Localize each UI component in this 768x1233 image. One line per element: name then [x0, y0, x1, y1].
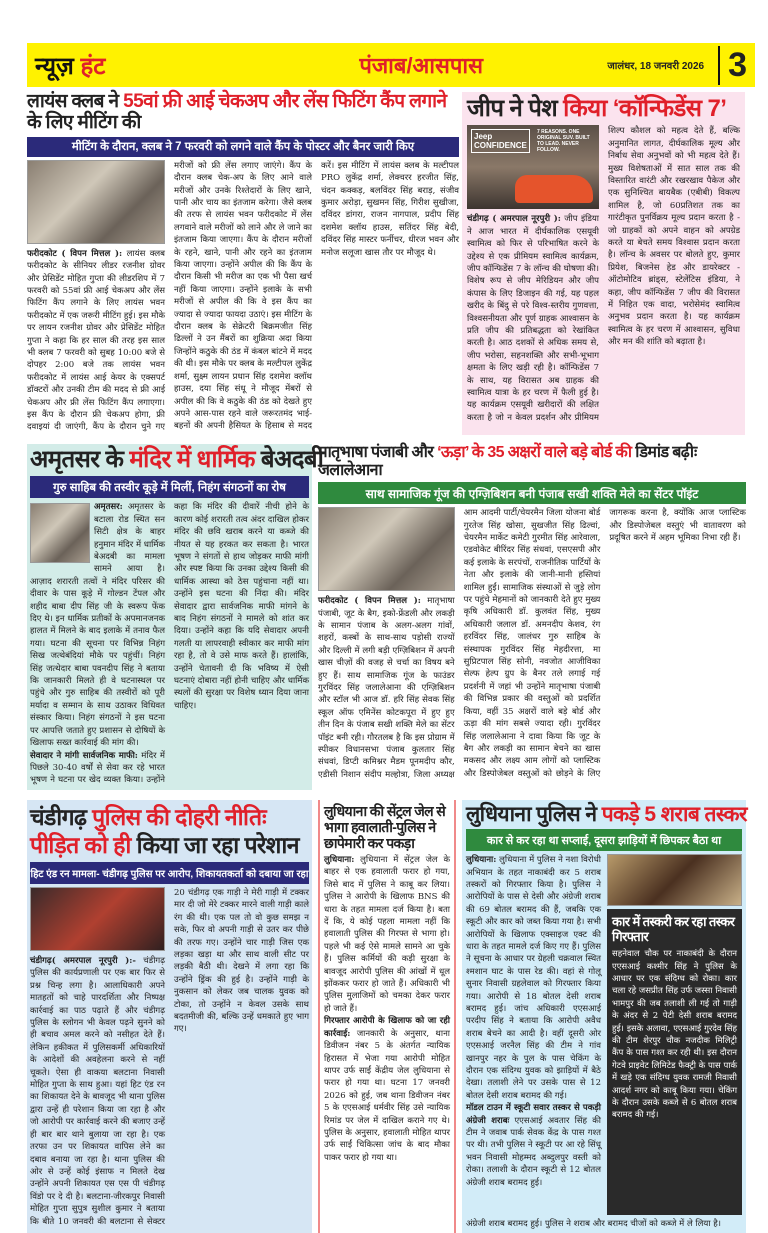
ludhiana-columns	[466, 854, 742, 1215]
page-number: 3	[718, 46, 755, 85]
amritsar-subhead: गुरु साहिब की तस्वीर कूड़े में मिलीं, निहंग संगठनों का रोष	[30, 476, 309, 498]
ludhiana-headline: लुधियाना पुलिस ने पकड़े 5 शराब तस्कर	[466, 803, 747, 826]
matribhasha-article	[318, 444, 746, 790]
sidebar-box-title: कार में तस्करी कर रहा तस्कर गिरफ्तार	[612, 914, 735, 945]
ludhiana-footer: अंग्रेजी शराब बरामद हुई। पुलिस ने शराब और बरामद चीजों को कब्जे में ले लिया है।	[466, 1218, 721, 1229]
chandigarh-subhead: हिट एंड रन मामला- चंडीगढ़ पुलिस पर आरोप, शिकायतकर्ता को दबाया जा रहा	[30, 862, 309, 884]
matribhasha-exhibition-photo	[318, 507, 455, 591]
ludhiana-right-column	[607, 854, 742, 1215]
chandigarh-headline: चंडीगढ़ पुलिस की दोहरी नीतिः पीड़ित को ही किया जा रहा परेशान	[30, 804, 299, 858]
jeep-headline: जीप ने पेश किया ‘कॉन्फिडेंस 7’	[467, 95, 727, 122]
newspaper-logo: न्यूज़ हंट	[35, 52, 106, 80]
ludhiana-subhead: कार से कर रहा था सप्लाई, दूसरा झाड़ियों में छिपकर बैठा था	[466, 829, 742, 851]
jail-body: लुधियाना: लुधियाना में सेंट्रल जेल के बाहर से एक हवालाती फरार हो गया, जिसे बाद में पुलिस ने काबू कर लिया। पुलिस ने आरोपी के खिलाफ BNS की धारा के तहत मामला दर्ज किया है। बता दें कि, ये कोई पहला मामला नहीं कि हवालाती पुलिस की गिरफ्त से भागा हो। पहले भी कई ऐसे मामले सामने आ चुके हैं। पुलिस कर्मियों की कड़ी सुरक्षा के बावजूद आरोपी पुलिस की आंखों में धूल झोंककर फरार हो जाते हैं। अधिकारी भी पुलिस मुलाजिमों को चमका देकर फरार हो जाते हैं। गिरफ्तार आरोपी के खिलाफ को जा रही कार्रवाई: जानकारी के अनुसार, थाना डिवीजन नंबर 5 के अंतर्गत न्यायिक हिरासत में भेजा गया आरोपी मोहित थापर उर्फ साईं केंद्रीय जेल लुधियाना से फरार हो गया था। घटना 17 जनवरी 2026 को हुई, जब थाना डिवीजन नंबर 5 के एएसआई धर्मवीर सिंह उसे न्यायिक रिमांड पर जेल में दाखिल कराने गए थे। पुलिस के अनुसार, हवालाती मोहित थापर उर्फ साईं चिकित्सा जांच के बाद मौका पाकर फरार हो गया था।	[324, 855, 450, 1163]
jeep-body: Jeep CONFIDENCE 7 REASONS. ONE ORIGINAL SUV. BUILT TO LEAD. NEVER FOLLOW. चंडीगढ़ ( अमरपाल नूरपुरी ): जीप इंडिया ने आज भारत में दीर्घकालिक एसयूवी स्वामित्व को फिर से परिभाषित करने के उद्देश्य से एक प्रीमियम स्वामित्व कार्यक्रम, जीप कॉन्फिडेंस 7 के लॉन्च की घोषणा की। विशेष रूप से जीप मेरिडियन और जीप कंपास के लिए डिजाइन की गई, यह पहल खरीद के बिंदु से परे विश्व-स्तरीय गुणवत्ता, विश्वसनीयता और पूर्ण ग्राहक आश्वासन के प्रति जीप की प्रतिबद्धता को रेखांकित करती है। आठ दशकों से अधिक समय से, जीप भरोसा, सहनशक्ति और सभी-भूभाग क्षमता के लिए खड़ी रही है। कॉन्फिडेंस 7 के साथ, यह विरासत अब ग्राहक की स्वामित्व यात्रा के हर चरण में फैली हुई है। यह कार्यक्रम एसयूवी खरीदारों की लक्षित करता है जो न केवल प्रदर्शन और प्रीमियम शिल्प कौशल को महत्व देते हैं, बल्कि अनुमानित लागत, दीर्घकालिक मूल्य और निर्बाध सेवा अनुभवों को भी महत्व देते हैं। मुख्य विशेषताओं में सात साल तक की विस्तारित वारंटी और रखरखाव पैकेज और एक सुनिश्चित बायबैक (एबीबी) विकल्प शामिल है, जो 60प्रतिशत तक का गारंटीकृत पुनर्विक्रय मूल्य प्रदान करता है - जो ग्राहकों को अपने वाहन को अपग्रेड करते या बेचते समय विश्वास प्रदान करता है। लॉन्च के अवसर पर बोलते हुए, कुमार प्रियेश, बिजनेस हेड और डायरेक्टर - ऑटोमोटिव ब्रांड्स, स्टेलेंटिस इंडिया, ने कहा, जीप कॉन्फिडेंस 7 जीप की विरासत में निहित एक वादा, भरोसेमंद स्वामित्व अनुभव प्रदान करता है। यह कार्यक्रम स्वामित्व के हर चरण में आश्वासन, सुविधा और मन की शांति को बढ़ाता है।	[467, 126, 740, 423]
jail-headline: लुधियाना की सेंट्रल जेल से भागा हवालाती-पुलिस ने छापेमारी कर पकड़ा	[324, 803, 446, 851]
matribhasha-subhead: साथ सामाजिक गूंज की एग्ज़िबिशन बनी पंजाब सखी शक्ति मेले का सेंटर पॉइंट	[318, 482, 746, 504]
lions-subhead: मीटिंग के दौरान, क्लब ने 7 फरवरी को लगने वाले कैंप के पोस्टर और बैनर जारी किए	[27, 137, 459, 157]
jeep-article	[462, 92, 745, 435]
chandigarh-article	[27, 800, 312, 1233]
jail-article	[318, 800, 456, 1233]
jeep-ad-image: Jeep CONFIDENCE 7 REASONS. ONE ORIGINAL SUV. BUILT TO LEAD. NEVER FOLLOW.	[467, 125, 599, 209]
sidebar-box-body: सहनेवाल चौक पर नाकाबंदी के दौरान एएसआई कश्मीर सिंह ने पुलिस के आधार पर एक संदिग्ध को रोका। कार चला रहे जसप्रीत सिंह उर्फ जस्सा निवासी भामपुर की जब तलाशी ली गई तो गाड़ी के अंदर से 2 पेटी देसी शराब बरामद हुई। इसके अलावा, एएसआई गुरदेव सिंह की टीम शेरपुर चौक नजदीक मिलिट्री कैंप के पास गश्त कर रही थी। इस दौरान गेटवे प्राइवेट लिमिटेड फैक्ट्री के पास पार्क में खड़े एक संदिग्ध युवक रामजी निवासी आदर्श नगर को काबू किया गया। चेकिंग के दौरान उसके कब्जे से 6 बोतल शराब बरामद की गई।	[612, 949, 737, 1121]
amritsar-body: अमृतसर: अमृतसर के बटाला रोड स्थित सन सिटी क्षेत्र के बाहर हनुमान मंदिर में धार्मिक बेअदबी का मामला सामने आया है। आज़ाद शरारती तत्वों ने मंदिर परिसर की दीवार के पास कूड़े में गोल्डन टेंपल और शहीद बाबा दीप सिंह जी के स्वरूप फेंक दिए थे। इन धार्मिक प्रतीकों के अपमानजनक हालत में मिलने के बाद इलाके में तनाव फैल गया। घटना की सूचना पर विभिन्न निहंग सिख जत्थेबंदियां मौके पर पहुंचीं। निहंग सिंह जत्थेदार बाबा पवनदीप सिंह ने बताया कि जानकारी मिलते ही वे घटनास्थल पर पहुंचे और गुरु साहिब की तस्वीरों को पूरी मर्यादा व सम्मान के साथ उठाकर विधिवत संस्कार किया। निहंग संगठनों ने इस घटना पर आपत्ति जताते हुए प्रशासन से दोषियों के खिलाफ सख्त कार्रवाई की मांग की। सेवादार ने मांगी सार्वजनिक माफी: मंदिर में पिछले 30-40 वर्षों से सेवा कर रहे भारत भूषण ने घटना पर खेद व्यक्त किया। उन्होंने कहा कि मंदिर की दीवारें नीची होने के कारण कोई शरारती तत्व अंदर दाखिल होकर मंदिर की छवि खराब करने या कब्जे की नीयत से यह हरकत कर सकता है। भारत भूषण ने संगतों से हाथ जोड़कर माफी मांगी और स्पष्ट किया कि उनका उद्देश्य किसी की धार्मिक आस्था को ठेस पहुंचाना नहीं था। उन्होंने इस घटना की निंदा की। मंदिर सेवादार द्वारा सार्वजनिक माफी मांगने के बाद निहंग संगठनों ने मामले को शांत कर दिया। उन्होंने कहा कि यदि सेवादार अपनी गलती या लापरवाही स्वीकार कर माफी मांग रहा है, तो वे उसे माफ करते हैं। हालांकि, उन्होंने चेतावनी दी कि भविष्य में ऐसी घटनाएं दोबारा नहीं होनी चाहिए और धार्मिक स्थलों की सुरक्षा पर विशेष ध्यान दिया जाना चाहिए।	[30, 502, 309, 786]
chandigarh-body: चंडीगढ़( अमरपाल नूरपुरी ):- चंडीगढ़ पुलिस की कार्यप्रणाली पर एक बार फिर से प्रश्न चिन्ह लगा है। आलाधिकारी अपने मातहतों को चाहे पारदर्शिता और निष्पक्ष कार्रवाई का पाठ पढ़ाते हैं और चंडीगढ़ पुलिस के स्लोगन भी केवल पढ़ने सुनने को ही बचाव अमल करने को नसीहत देते हैं। लेकिन हकीकत में पुलिसकर्मी अधिकारियों के आदेशों की अवहेलना करने से नहीं चूकते। ऐसा ही वाकया बलटाना निवासी मोहित गुप्ता के साथ हुआ। यहां हिट एंड रन का शिकायत देने के बावजूद भी थाना पुलिस द्वारा उन्हें ही परेशान किया जा रहा है और जो आरोपी पर कार्रवाई करने की बजाए उन्हें ही बार बार थाने बुलाया जा रहा है। एक तरफा उन पर शिकायत वापिस लेने का दबाव बनाया जा रहा है। थाना पुलिस की ओर से उन्हें कोई इंसाफ न मिलते देख उन्होंने अपनी शिकायत एस एस पी चंडीगढ़ विंडो पर दे दी है। बलटाना-जीरकपुर निवासी मोहित गुप्ता सुपुत्र सुशील कुमार ने बताया कि बीते 10 जनवरी की बलटाना से सेक्टर 20 चंडीगढ़ एक गाड़ी ने मेरी गाड़ी में टक्कर मार दी जो मेरे टक्कर मारने वाली गाड़ी काले रंग की थी। एक पल तो वो कुछ समझ न सके, फिर वो अपनी गाड़ी से उतर कर पीछे की तरफ गए। उन्होंने चार गाड़ी जिस एक लड़का खड़ा था और साथ वाली सीट पर लड़की बैठी थी। देखने में लगा रहा कि उन्होंने ड्रिंक की हुई है। उन्होंने गाड़ी के नुकसान को लेकर जब चालक युवक को टोका, तो उन्होंने न केवल उसके साथ बदतमीजी की, बल्कि उन्हें धमकाते हुए भाग गए।	[30, 888, 309, 1227]
lions-club-meeting-photo	[27, 160, 165, 244]
page-header	[27, 43, 755, 87]
chandigarh-accident-photo	[30, 887, 165, 951]
lions-body: फरीदकोट ( विपन मित्तल ): लायंस क्लब फरीदकोट के सीनियर लीडर रजनीश ग्रोवर और प्रेसिडेंट मोहित गुप्ता की लीडरशिप में 7 फरवरी को 55वां फ्री आई चेकअप और लेंस फिटिंग कैंप लगाने के लिए लायंस भवन फरीदकोट में एक जरूरी मीटिंग हुई। इस मौके पर लायन रजनीश ग्रोवर और प्रेसिडेंट मोहित गुप्ता ने कहा कि हर साल की तरह इस साल भी क्लब 7 फरवरी को सुबह 10:00 बजे से दोपहर 2:00 बजे तक लायंस भवन फरीदकोट में लायंस आई केयर के एक्सपर्ट डॉक्टरों और उनकी टीम की मदद से फ्री आई चेकअप और फ्री लेंस फिटिंग कैंप लगाएगा। इस कैंप के दौरान फ्री चेकअप होगा, फ्री दवाइयां दी जाएंगी, कैंप के दौरान चुने गए मरीजों को फ्री लेंस लगाए जाएंगे। कैंप के दौरान क्लब चेक-अप के लिए आने वाले मरीजों और उनके रिश्तेदारों के लिए खाने, पानी और चाय का इंतजाम करेगा। जैसे क्लब की तरफ से लायंस भवन फरीदकोट में लेंस लगवाने वाले मरीजों को लाने और ले जाने का इंतजाम किया जाएगा। कैंप के दौरान मरीजों के रहने, खाने, पानी और रहने का इंतजाम किया जाएगा। उन्होंने अपील की कि कैंप के दौरान किसी भी मरीज का एक भी पैसा खर्च नहीं किया जाएगा। उन्होंने इलाके के सभी मरीजों से अपील की कि वे इस कैंप का ज्यादा से ज्यादा फायदा उठाएं। इस मीटिंग के दौरान क्लब के सेक्रेटरी बिक्रमजीत सिंह ढिल्लों ने उन मैंबरों का शुक्रिया अदा किया जिन्होंने कठुके की ठंड में कंबल बांटने में मदद की थी। इस मौके पर क्लब के मल्टीपल लुकेंद्र शर्मा, सुक्ष्म लायन प्रधान सिंह दशमेश क्लॉथ हाउस, दया सिंह संधू ने मौजूद मेंबरों से अपील की कि वे कठुके की ठंड को देखते हुए अपने आस-पास रहने वाले जरूरतमंद भाई-बहनों की अपनी हैसियत के हिसाब से मदद करें। इस मीटिंग में लायंस क्लब के मल्टीपल PRO लुकेंद्र शर्मा, लेक्चरर हरजीत सिंह, चंदन कक्कड़, बलविंदर सिंह बराड़, संजीव कुमार अरोड़ा, सुखमन सिंह, गिरीश सुखीजा, दविंदर डांगरा, राजन नागपाल, प्रदीप सिंह दशमेश क्लॉथ हाउस, सतिंदर सिंह बेदी, दविंदर सिंह मास्टर फर्नीचर, धीरज भवन और मनोज सलूजा खास तौर पर मौजूद थे।	[27, 160, 459, 433]
section-title: पंजाब/आसपास	[359, 53, 483, 78]
matribhasha-headline: मातृभाषा पंजाबी और ‘ऊड़ा’ के 35 अक्षरों वाले बड़े बोर्ड की डिमांड बढ़ीः जलालेआना	[318, 444, 697, 479]
ludhiana-body: लुधियाना: लुधियाना में पुलिस ने नशा विरोधी अभियान के तहत नाकाबंदी कर 5 शराब तस्करों को गिरफ्तार किया है। पुलिस ने आरोपियों के पास से देसी और अंग्रेजी शराब की 69 बोतल बरामद की हैं, जबकि एक स्कूटी और कार को जब्त किया गया है। सभी आरोपियों के खिलाफ एक्साइज एक्ट की धारा के तहत मामले दर्ज किए गए हैं। पुलिस ने सूचना के आधार पर ग्रेहली चक्रवाल स्थित श्मशान घाट के पास रेड की। वहां से गोलू सुनार निवासी ग्रहलेवाल को गिरफ्तार किया गया। आरोपी से 18 बोतल देसी शराब बरामद हुई। जांच अधिकारी एएसआई परदीप सिंह ने बताया कि आरोपी अवैध शराब बेचने का आदी है। वहीं दूसरी ओर एएसआई जरनैल सिंह की टीम ने गांव खानपुर नहर के पुल के पास चेकिंग के दौरान एक संदिग्ध युवक को झाड़ियों में बैठे देखा। तलाशी लेने पर उसके पास से 12 बोतल देसी शराब बरामद की गई। मॉडल टाउन में स्कूटी सवार तस्कर से पकड़ी अंग्रेजी शराबः एएसआई अवतार सिंह की टीम ने जवाब पार्क सेवक केंद्र के पास गश्त पर थी। तभी पुलिस ने स्कूटी पर आ रहे सिंधू भवन निवासी मोहम्मद अब्दुलपुर वस्ती को रोका। तलाशी के दौरान स्कूटी से 12 बोतल अंग्रेजी शराब बरामद हुई।	[466, 855, 602, 1188]
liquor-bottles-photo	[607, 854, 742, 906]
amritsar-article	[27, 444, 324, 790]
edition-date: जालंधर, 18 जनवरी 2026	[607, 61, 705, 72]
ludhiana-article	[462, 800, 746, 1233]
amritsar-photo	[30, 503, 90, 563]
jeep-car	[515, 175, 593, 203]
amritsar-headline: अमृतसर के मंदिर में धार्मिक बेअदबी	[30, 446, 324, 473]
lions-article	[27, 92, 459, 435]
lions-headline: लायंस क्लब ने 55वां फ्री आई चेकअप और लेंस फिटिंग कैंप लगाने के लिए मीटिंग की	[27, 91, 447, 133]
matribhasha-body: फरीदकोट ( विपन मित्तल ): मातृभाषा पंजाबी, जूट के बैग, इको-फ्रेंडली और लकड़ी के सामान पंजाब के अलग-अलग गांवों, शहरों, कस्बों के साथ-साथ पड़ोसी राज्यों और दिल्ली में लगी बड़ी एग्ज़िबिशन में अपनी खास चीज़ों की वजह से चर्चा का विषय बने हुए हैं। साथ सामाजिक गूंज के फाउंडर गुरविंदर सिंह जलालेआना की एग्ज़िबिशन और स्टॉल भी आज डॉ. हरि सिंह सेवक सिंह स्कूल ऑफ एमिनेंस कोटकपूरा में हुए हुए तीन दिन के पंजाब सखी शक्ति मेले का सेंटर पॉइंट बनी रही। गौरतलब है कि इस प्रोग्राम में स्पीकर विधानसभा पंजाब कुलतार सिंह संधवां, डिप्टी कमिश्नर मैडम पूनमदीप कौर, एडीसी निशान संदीप मल्होत्रा, जिला अध्यक्ष आम आदमी पार्टी/चेयरमैन जिला योजना बोर्ड गुरतेज सिंह खोसा, सुखजीत सिंह ढिल्वां, चेयरमैन मार्केट कमेटी गुरमीत सिंह आरेवाला, एडवोकेट बीरिंदर सिंह संधवां, एसएसपी और कई इलाके के सरपंचों, राजनीतिक पार्टियों के नेता और इलाके की जानी-मानी हस्तियां शामिल हुईं। सामाजिक संस्थाओं से जुड़े लोग पर पहुंचे मेहमानों को जानकारी देते हुए मुख्य कृषि अधिकारी डॉ. कुलवंत सिंह, मुख्य अधिकारी जलाल डॉ. अमनदीप केशव, रंग हरविंदर सिंह, जालंधर गुरु साहिब के संस्थापक गुरविंदर सिंह मेहदीरत्ता, मा सुप्रिटपाल सिंह सोनी, नवजोत आजीविका सेल्फ हेल्प ग्रुप के बैनर तले लगाई गई प्रदर्शनी में जहां भी उन्होंने मातृभाषा पंजाबी की विभिन्न प्रकार की वस्तुओं को प्रदर्शित किया, वहीं 35 अक्षरों वाले बड़े बोर्ड और ऊड़ा की मांग सबसे ज्यादा रही। गुरविंदर सिंह जलालेआना ने दावा किया कि जूट के बैग और लकड़ी का सामान बेचने का खास मकसद और लक्ष्य आम लोगों को प्लास्टिक और डिस्पोजेबल वस्तुओं को छोड़ने के लिए जागरूक करना है, क्योंकि आज प्लास्टिक और डिस्पोजेबल वस्तुएं भी वातावरण को प्रदूषित करने में अहम भूमिका निभा रही हैं।	[318, 508, 746, 780]
ludhiana-sidebar-box	[607, 909, 742, 1215]
